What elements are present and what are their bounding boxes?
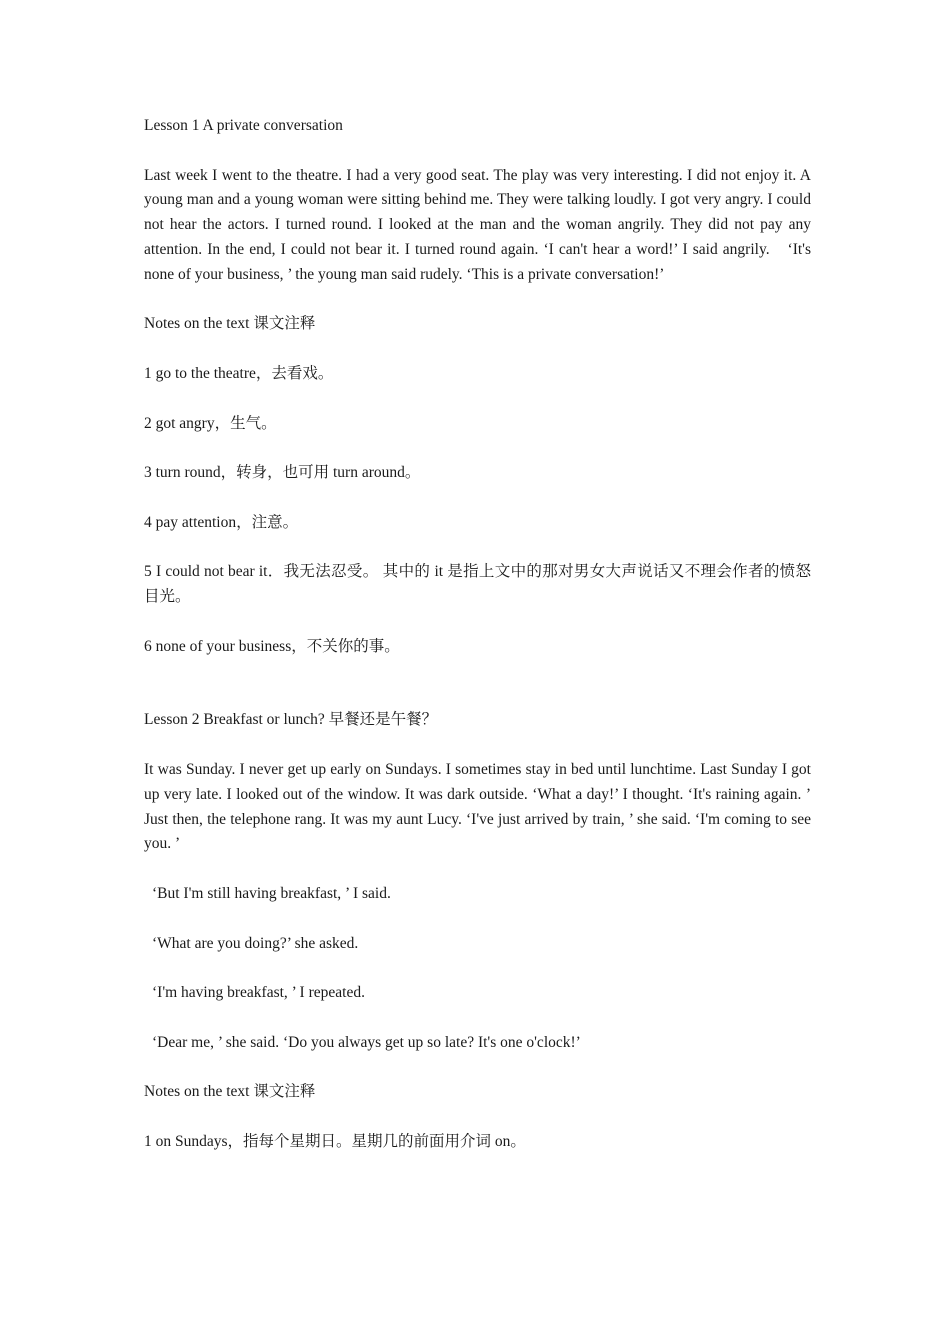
lesson2-dialogue-3: ‘I'm having breakfast, ’ I repeated. (152, 984, 365, 1002)
lesson2-dialogue-2: ‘What are you doing?’ she asked. (152, 934, 359, 952)
section-gap (144, 684, 811, 708)
lesson2-text: It was Sunday. I never get up early on Sundays. I sometimes stay in bed until lunchtime. Last Sunday I got up very late. I looked out of the window. It was dark outside. ‘What a day!’ I thought. ‘It's raining again. ’ Just then, the telephone rang. It was my aunt Lucy. ‘I've just arrived by train, ’ she said. ‘I'm coming to see you. ’ (144, 760, 811, 853)
lesson1-note-5: 5 I could not bear it．我无法忍受。 其中的 it 是指上文中的那对男女大声说话又不理会作者的愤怒目光。 (144, 563, 811, 606)
lesson1-text: Last week I went to the theatre. I had a very good seat. The play was very interesting. I did not enjoy it. A young man and a young woman were sitting behind me. They were talking loudly. I got very angry. I could not hear the actors. I turned round. I looked at the man and the woman angrily. They did not pay any attention. In the end, I could not bear it. I turned round again. ‘I can't hear a word!’ I said angrily. ‘It's none of your business, ’ the young man said rudely. ‘This is a private conversation!’ (144, 166, 811, 283)
lesson1-note-6: 6 none of your business，不关你的事。 (144, 637, 400, 655)
lesson1-note-3: 3 turn round，转身，也可用 turn around。 (144, 464, 421, 482)
lesson2-notes-heading: Notes on the text 课文注释 (144, 1083, 316, 1101)
lesson1-note-2: 2 got angry，生气。 (144, 414, 277, 432)
lesson1-notes-heading: Notes on the text 课文注释 (144, 315, 316, 333)
lesson2-dialogue-1: ‘But I'm still having breakfast, ’ I said. (152, 884, 391, 902)
lesson1-title: Lesson 1 A private conversation (144, 117, 343, 134)
lesson1-note-4: 4 pay attention，注意。 (144, 513, 299, 531)
lesson2-dialogue-4: ‘Dear me, ’ she said. ‘Do you always get up so late? It's one o'clock!’ (152, 1033, 581, 1051)
lesson1-note-1: 1 go to the theatre，去看戏。 (144, 364, 334, 382)
document-page (144, 114, 811, 1179)
lesson2-title: Lesson 2 Breakfast or lunch? 早餐还是午餐？ (144, 711, 438, 729)
lesson2-note-1: 1 on Sundays，指每个星期日。星期几的前面用介词 on。 (144, 1132, 526, 1150)
